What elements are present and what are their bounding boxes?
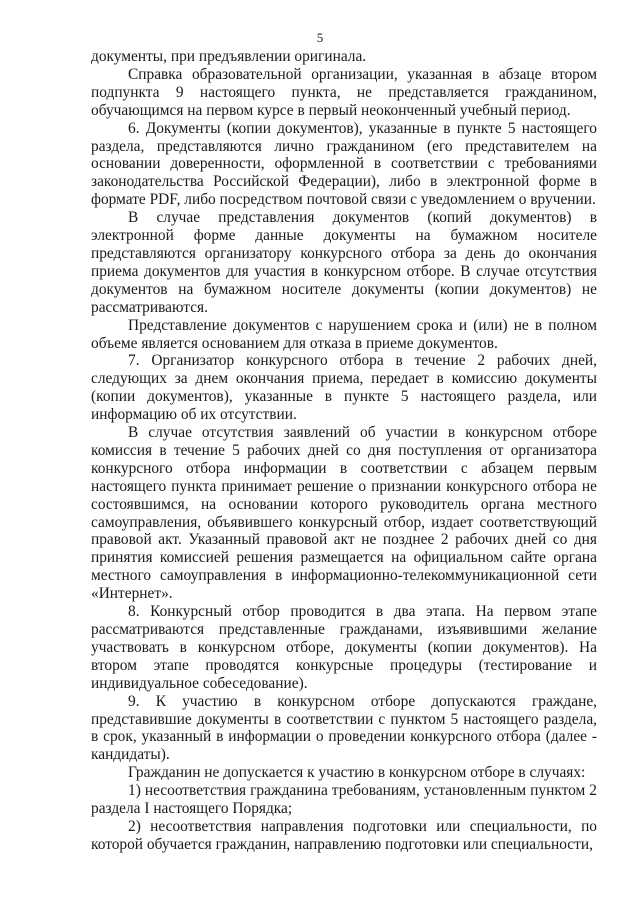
paragraph-not-admitted: Гражданин не допускается к участию в конкурсном отборе в случаях: [128,764,586,782]
paragraph-case-1: 1) несоответствия гражданина требованиям, установленным пунктом 2 раздела I настоящего Порядка; [91,782,597,818]
paragraph-continuation: документы, при предъявлении оригинала. [91,48,367,65]
paragraph-item-6: 6. Документы (копии документов), указанные в пункте 5 настоящего раздела, представляются лично гражданином (его представителем на основании доверенности, оформленной в соответствии с требованиями законодательства Российской Федерации), либо в электронной форме в формате PDF, либо посредством почтовой связи с уведомлением о вручении. [91,119,597,209]
paragraph-case-2: 2) несоответствия направления подготовки или специальности, по которой обучается гражданин, направлению подготовки или специальности, [91,817,597,853]
paragraph-electronic-form: В случае представления документов (копий документов) в электронной форме данные документы на бумажном носителе представляются организатору конкурсного отбора за день до окончания приема документов для участия в конкурсном отборе. В случае отсутствия документов на бумажном носителе документы (копии документов) не рассматриваются. [91,209,597,316]
paragraph-no-applications: В случае отсутствия заявлений об участии в конкурсном отборе комиссия в течение 5 рабочих дней со дня поступления от организатора конкурсного отбора информации в соответствии с абзацем первым настоящего пункта принимает решение о признании конкурсного отбора не состоявшимся, на основании которого руководитель органа местного самоуправления, объявившего конкурсный отбор, издает соответствующий правовой акт. Указанный правовой акт не позднее 2 рабочих дней со дня принятия комиссией решения размещается на официальном сайте органа местного самоуправления в информационно-телекоммуникационной сети «Интернет». [91,424,597,603]
paragraph-school-certificate: Справка образовательной организации, указанная в абзаце втором подпункта 9 настоящего пункта, не представляется гражданином, обучающимся на первом курсе в первый неоконченный учебный период. [91,65,597,119]
paragraph-item-8: 8. Конкурсный отбор проводится в два этапа. На первом этапе рассматриваются представленные гражданами, изъявившими желание участвовать в конкурсном отборе, документы (копии документов). На втором этапе проводятся конкурсные процедуры (тестирование и индивидуальное собеседование). [91,603,597,692]
paragraph-item-9: 9. К участию в конкурсном отборе допускаются граждане, представившие документы в соответствии с пунктом 5 настоящего раздела, в срок, указанный в информации о проведении конкурсного отбора (далее - кандидаты). [91,692,597,764]
page-number: 5 [316,30,324,45]
document-body [91,48,597,854]
paragraph-refusal-grounds: Представление документов с нарушением срока и (или) не в полном объеме является основанием для отказа в приеме документов. [91,316,597,352]
paragraph-item-7: 7. Организатор конкурсного отбора в течение 2 рабочих дней, следующих за днем окончания приема, передает в комиссию документы (копии документов), указанные в пункте 5 настоящего раздела, или информацию об их отсутствии. [91,352,597,424]
